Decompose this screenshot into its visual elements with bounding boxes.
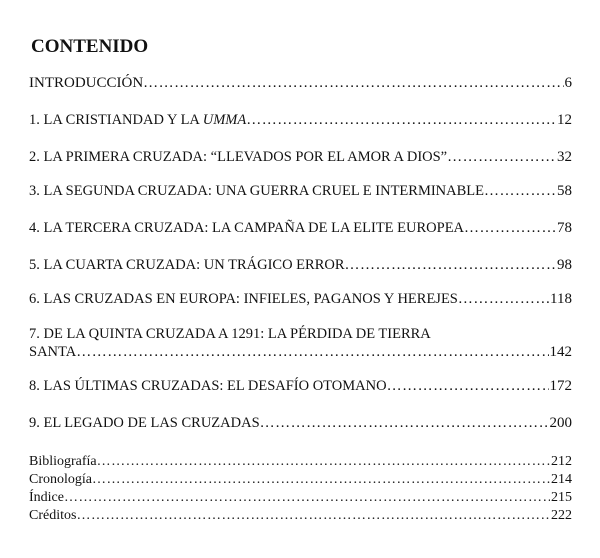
toc-entry-page: 200 <box>549 415 572 431</box>
leader-dots <box>464 219 556 237</box>
toc-entry-label: 2. LA PRIMERA CRUZADA: “LLEVADOS POR EL AMOR A DIOS” <box>29 149 448 165</box>
toc-entry-chapter-7 <box>29 325 572 361</box>
toc-entry-chapter-9 <box>29 414 572 432</box>
toc-entry-label: 5. LA CUARTA CRUZADA: UN TRÁGICO ERROR <box>29 257 345 273</box>
toc-entry-chapter-5 <box>29 256 572 274</box>
leader-dots <box>76 343 548 361</box>
toc-entry-label: Índice <box>29 490 64 505</box>
toc-entry-creditos <box>29 507 572 524</box>
toc-entry-chapter-1 <box>29 111 572 129</box>
toc-entry-page: 172 <box>549 378 572 394</box>
leader-dots <box>345 256 556 274</box>
toc-entry-page: 214 <box>551 472 572 487</box>
toc-entry-label: INTRODUCCIÓN <box>29 75 144 91</box>
toc-entry-label: 9. EL LEGADO DE LAS CRUZADAS <box>29 415 260 431</box>
toc-entry-label: Cronología <box>29 472 92 487</box>
leader-dots <box>92 471 550 488</box>
toc-entry-label: 4. LA TERCERA CRUZADA: LA CAMPAÑA DE LA ELITE EUROPEA <box>29 220 465 236</box>
leader-dots <box>97 453 550 470</box>
leader-dots <box>387 377 549 395</box>
toc-entry-page: 98 <box>557 257 572 273</box>
toc-entry-page: 6 <box>564 75 572 91</box>
toc-entry-chapter-4 <box>29 219 572 237</box>
toc-entry-label: Bibliografía <box>29 454 97 469</box>
toc-entry-label: 6. LAS CRUZADAS EN EUROPA: INFIELES, PAGANOS Y HEREJES <box>29 291 458 307</box>
toc-entry-bibliografia <box>29 453 572 470</box>
toc-entry-label-italic: UMMA <box>202 112 247 128</box>
leader-dots <box>143 74 563 92</box>
toc-entry-page: 78 <box>557 220 572 236</box>
toc-entry-introduccion <box>29 74 572 92</box>
leader-dots <box>64 489 550 506</box>
toc-title: CONTENIDO <box>31 36 149 57</box>
leader-dots <box>484 182 556 200</box>
toc-entry-chapter-8 <box>29 377 572 395</box>
leader-dots <box>458 290 549 308</box>
toc-entry-page: 58 <box>557 183 572 199</box>
toc-entry-cronologia <box>29 471 572 488</box>
toc-entry-indice <box>29 489 572 506</box>
toc-entry-page: 142 <box>549 344 572 360</box>
toc-entry-page: 32 <box>557 149 572 165</box>
toc-entry-chapter-3 <box>29 182 572 200</box>
toc-entry-page: 215 <box>551 490 572 505</box>
toc-entry-label-text: 1. LA CRISTIANDAD Y LA <box>29 112 203 128</box>
toc-entry-label-line1: 7. DE LA QUINTA CRUZADA A 1291: LA PÉRDIDA DE TIERRA <box>29 326 431 342</box>
toc-entry-label <box>29 111 246 129</box>
toc-entry-label: Créditos <box>29 508 77 523</box>
toc-entry-label-line2: SANTA <box>29 344 77 360</box>
toc-entry-page: 222 <box>551 508 572 523</box>
leader-dots <box>447 148 556 166</box>
toc-entry-label: 3. LA SEGUNDA CRUZADA: UNA GUERRA CRUEL E INTERMINABLE <box>29 183 485 199</box>
toc-entry-chapter-2 <box>29 148 572 166</box>
toc-entry-label: 8. LAS ÚLTIMAS CRUZADAS: EL DESAFÍO OTOMANO <box>29 378 387 394</box>
leader-dots <box>260 414 549 432</box>
toc-entry-chapter-6 <box>29 290 572 308</box>
toc-entry-page: 12 <box>557 112 572 128</box>
leader-dots <box>246 111 556 129</box>
leader-dots <box>76 507 550 524</box>
toc-entry-page: 118 <box>550 291 572 307</box>
toc-entry-page: 212 <box>551 454 572 469</box>
